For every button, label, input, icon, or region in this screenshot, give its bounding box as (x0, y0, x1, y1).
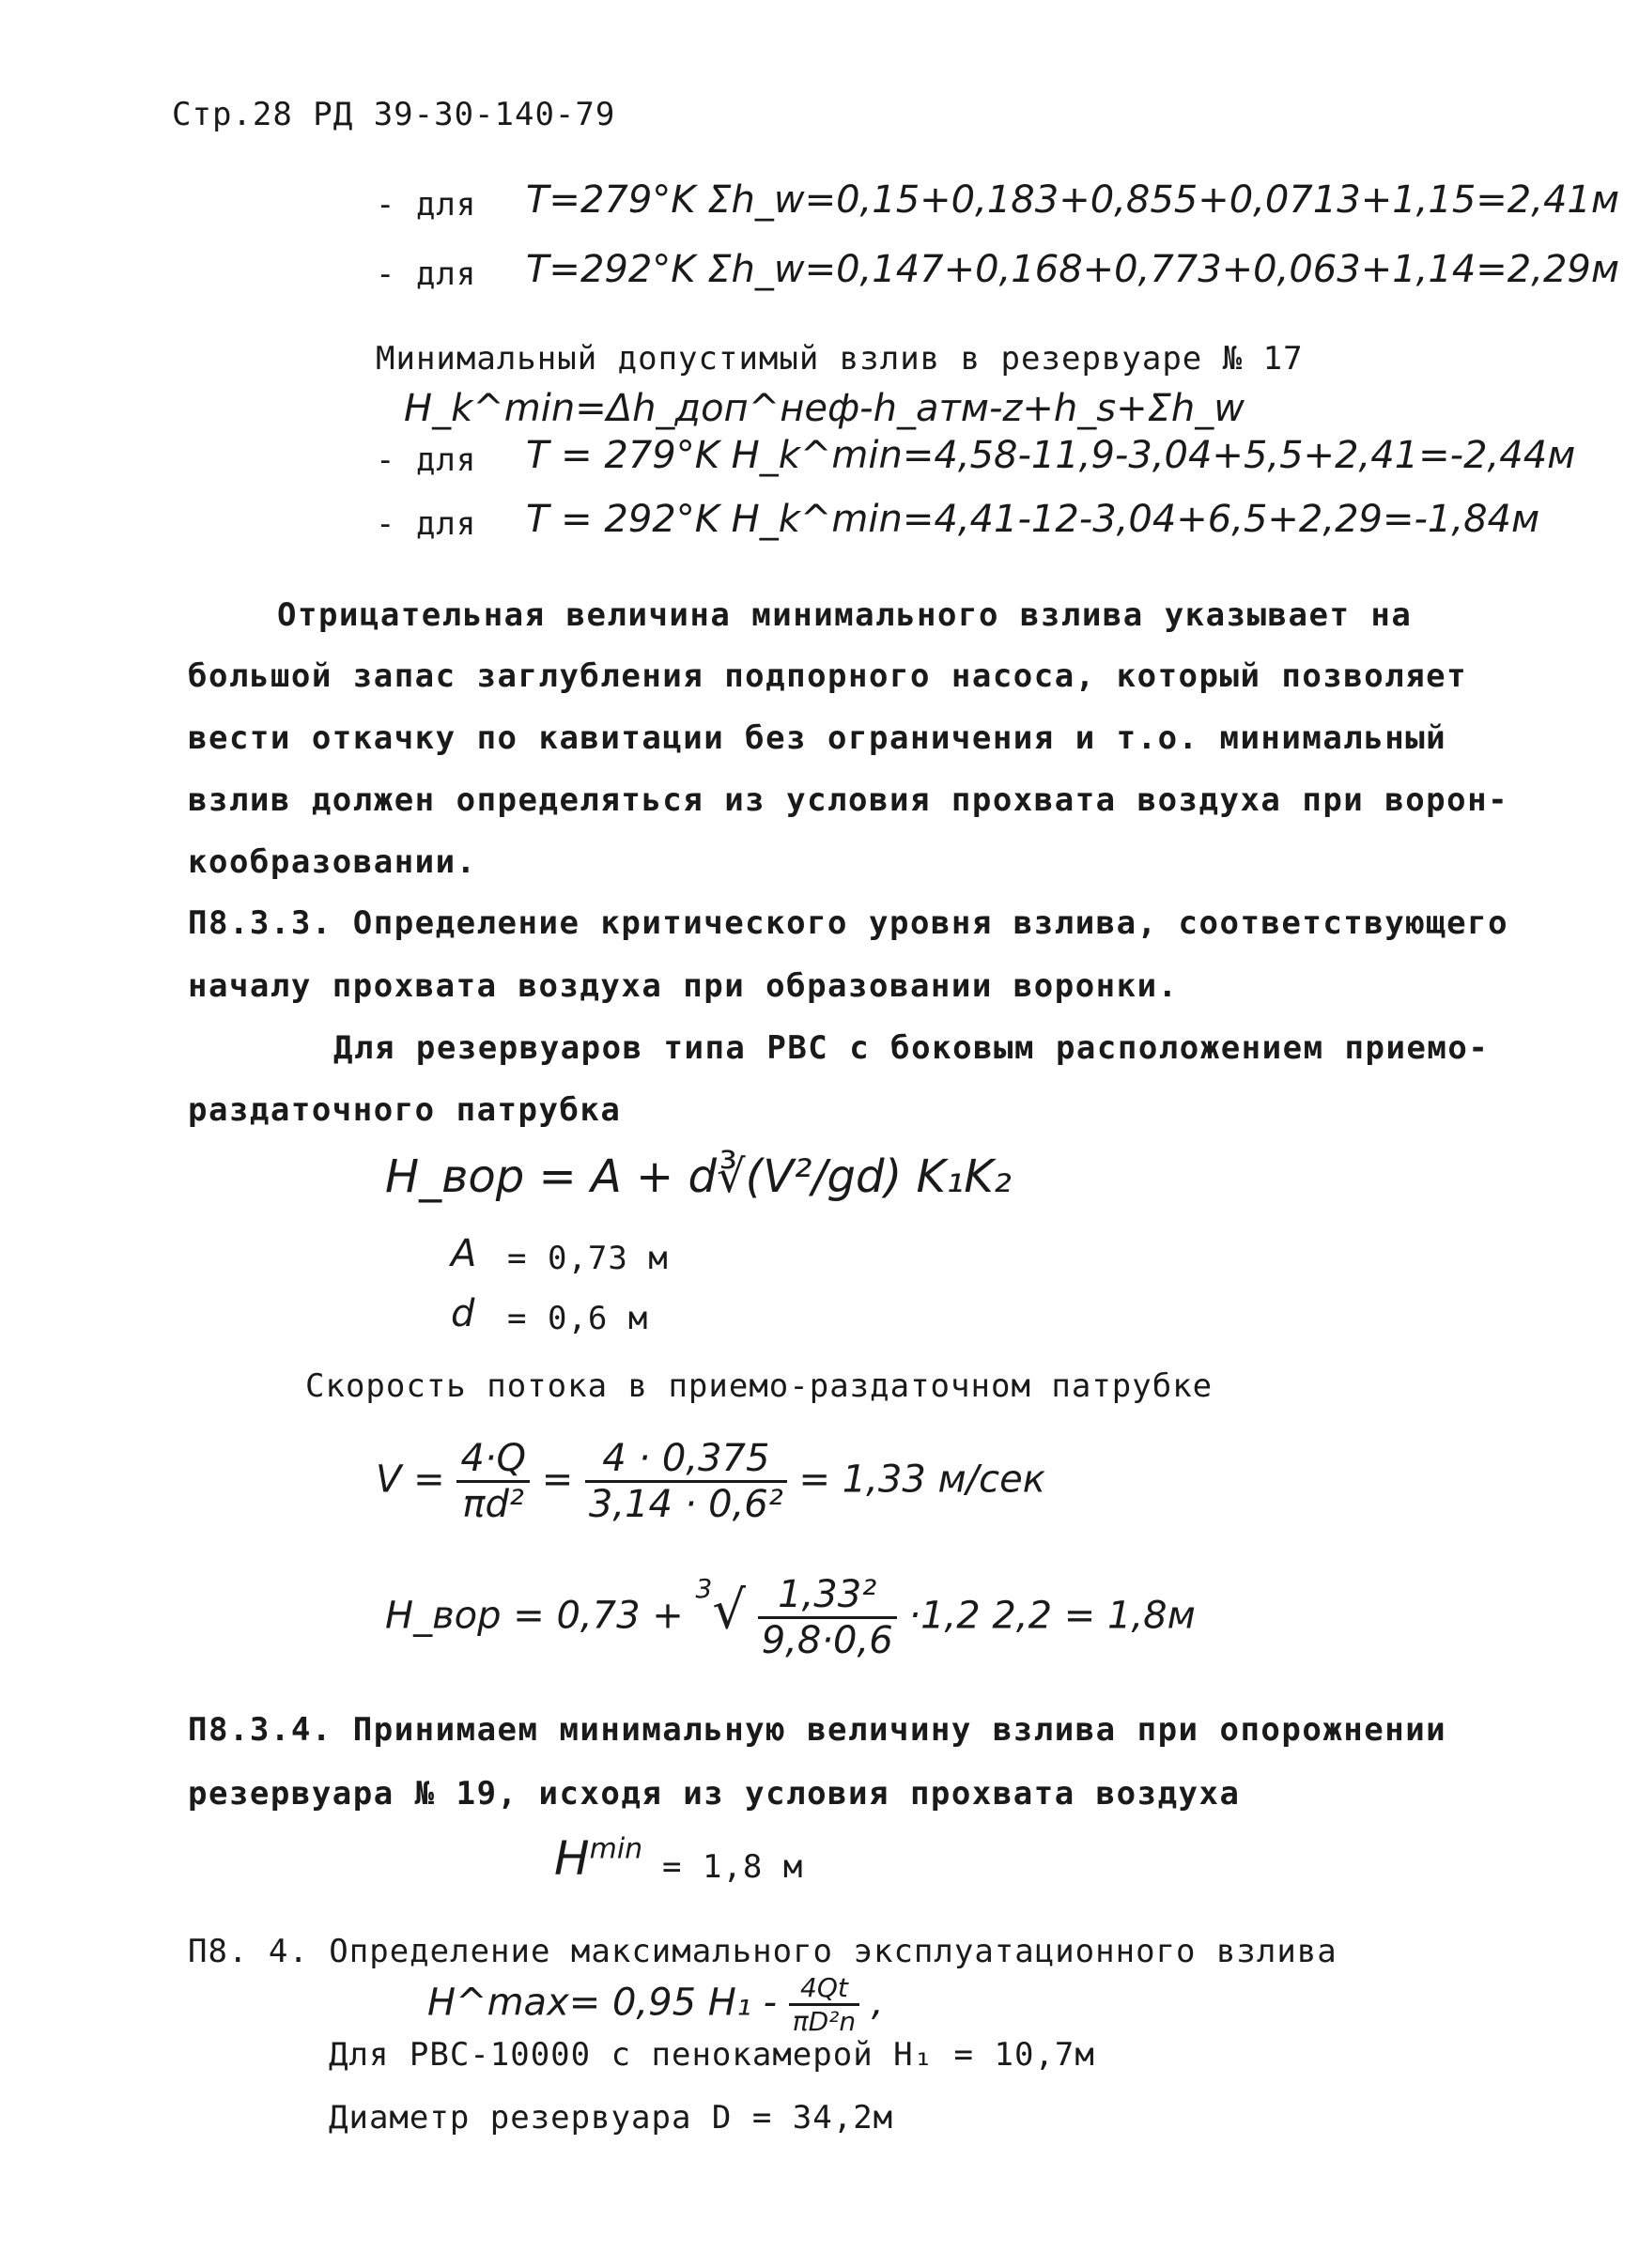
h-min-value: = 1,8 м (662, 1848, 804, 1886)
h-min-sup: min (589, 1832, 643, 1866)
paragraph-line: большой запас заглубления подпорного насоса, который позволяет (188, 657, 1468, 695)
tank-diameter-line: Диаметр резервуара D = 34,2м (329, 2099, 894, 2137)
dlya-label: - для (376, 505, 477, 543)
hvor-root-frac (758, 1573, 897, 1662)
dlya-label: - для (376, 186, 477, 224)
section-heading: П8.3.4. Принимаем минимальную величину взлива при опорожнении (188, 1711, 1447, 1749)
param-a-value: = 0,73 м (507, 1240, 669, 1277)
h-min-symbol: H (554, 1831, 590, 1886)
velocity-lhs: V = (376, 1458, 445, 1502)
dlya-label: - для (376, 255, 477, 293)
velocity-frac-1 (456, 1437, 530, 1526)
section-heading: началу прохвата воздуха при образовании воронки. (188, 967, 1179, 1005)
velocity-result: = 1,33 м/сек (798, 1458, 1045, 1502)
section-heading: П8. 4. Определение максимального эксплуатационного взлива (188, 1933, 1337, 1970)
paragraph-line: вести откачку по кавитации без ограничения и т.о. минимальный (188, 719, 1447, 757)
dlya-label: - для (376, 441, 477, 479)
hvor-calc: H_вор = 0,73 + $^3$√ $\frac{\text{1,33²}}{9,8\cdot 0,6}$ ·1,2 2,2 = 1,8м (385, 1573, 1196, 1662)
frac-denominator: 3,14 · 0,6² (588, 1483, 783, 1526)
min-level-292: T = 292°K H_k^min=4,41-12-3,04+6,5+2,29=-1,84м (526, 498, 1540, 541)
param-d-value: = 0,6 м (507, 1300, 649, 1337)
hvor-calc-lhs: H_вор = 0,73 + (385, 1594, 684, 1638)
velocity-frac-2 (585, 1437, 787, 1526)
param-d-symbol: d (451, 1292, 475, 1335)
h-min (554, 1831, 642, 1886)
paragraph-line: кообразовании. (188, 843, 477, 881)
frac-denominator: πD²n (792, 2006, 857, 2037)
velocity-formula: V = $\frac{4\cdot Q}{\text{πd²}}$ = $\frac{4 \cdot 0,375}{\text{3,14 · 0,6²}}$ = 1,33 м/сек (376, 1437, 1045, 1526)
rvs-text: Для резервуаров типа РВС с боковым расположением приемо- (333, 1029, 1490, 1067)
paragraph-line: Отрицательная величина минимального взлива указывает на (277, 596, 1413, 634)
h-max-tail: , (871, 1981, 884, 2025)
min-level-279: T = 279°K H_k^min=4,58-11,9-3,04+5,5+2,41=-2,44м (526, 434, 1576, 477)
velocity-heading: Скорость потока в приемо-раздаточном патрубке (305, 1367, 1214, 1405)
hw-sum-279: T=279°K Σh_w=0,15+0,183+0,855+0,0713+1,15=2,41м (526, 178, 1620, 222)
section-heading: П8.3.3. Определение критического уровня взлива, соответствующего (188, 904, 1509, 942)
page-header: Стр.28 РД 39-30-140-79 (172, 96, 616, 133)
hvor-calc-rest: ·1,2 2,2 = 1,8м (908, 1594, 1196, 1638)
h-max-frac (789, 1972, 859, 2037)
frac-denominator: 9,8·0,6 (761, 1619, 893, 1662)
rvs-10000-line: Для РВС-10000 с пенокамерой H₁ = 10,7м (329, 2036, 1095, 2074)
section-heading: резервуара № 19, исходя из условия прохвата воздуха (188, 1775, 1241, 1813)
frac-numerator: 4 · 0,375 (585, 1437, 787, 1483)
min-level-formula: H_k^min=Δh_доп^неф-h_атм-z+h_s+Σh_w (404, 387, 1245, 430)
h-max-lhs: H^max= 0,95 H₁ - (427, 1981, 778, 2025)
h-max-formula (427, 1972, 884, 2037)
param-a-symbol: A (451, 1232, 477, 1275)
rvs-text: раздаточного патрубка (188, 1091, 622, 1129)
hw-sum-292: T=292°K Σh_w=0,147+0,168+0,773+0,063+1,14=2,29м (526, 248, 1620, 291)
frac-numerator: 4Qt (789, 1972, 859, 2006)
paragraph-line: взлив должен определяться из условия прохвата воздуха при ворон- (188, 781, 1509, 819)
frac-numerator: 4·Q (456, 1437, 530, 1483)
frac-numerator: 1,33² (758, 1573, 897, 1619)
frac-denominator: πd² (462, 1483, 524, 1526)
min-level-heading: Минимальный допустимый взлив в резервуаре № 17 (376, 340, 1304, 378)
hvor-formula: H_вор = A + d∛(V²/gd) K₁K₂ (385, 1150, 1012, 1203)
